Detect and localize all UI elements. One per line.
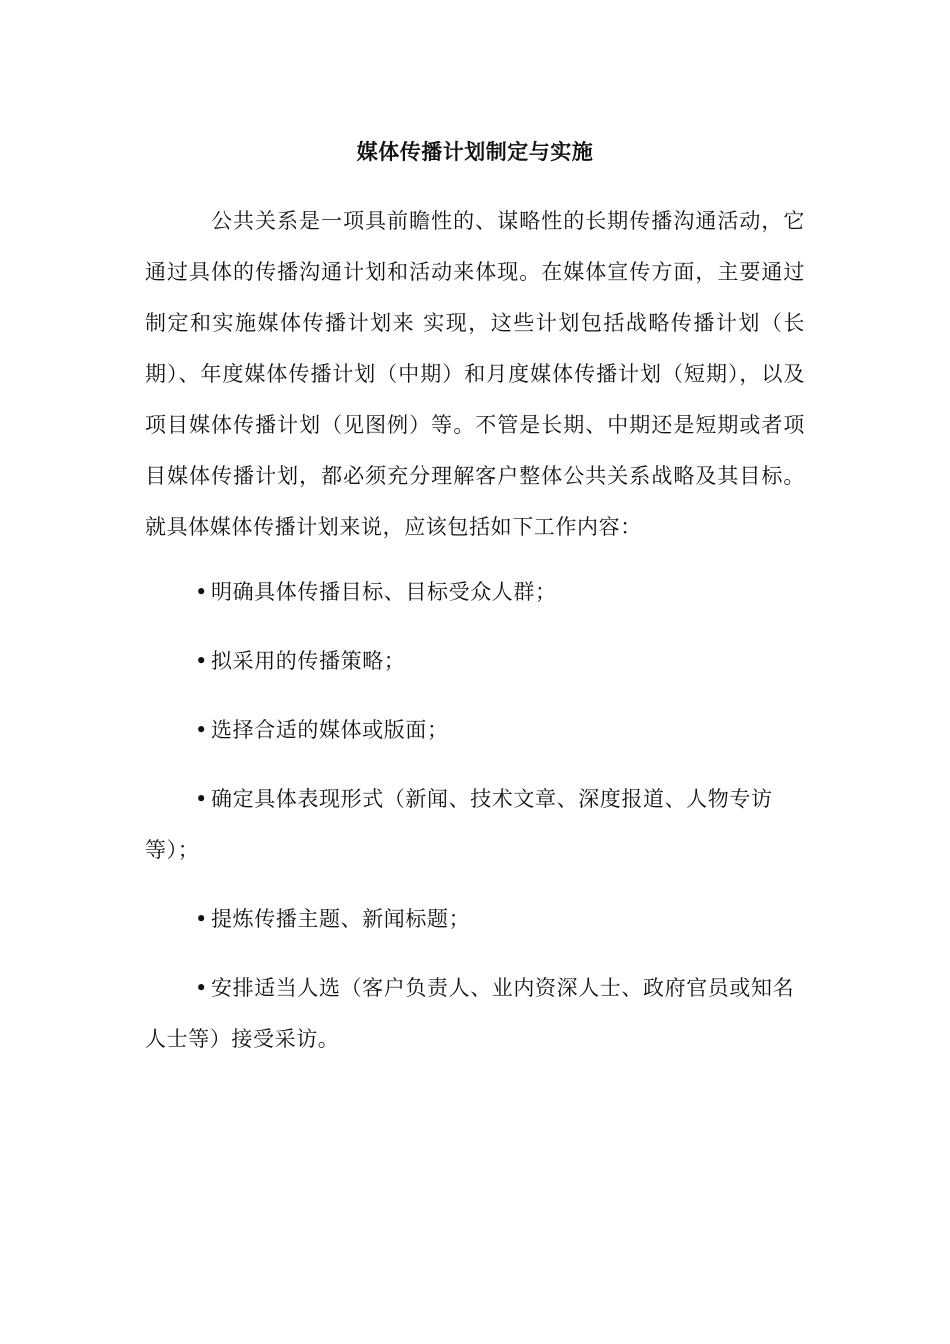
bullet-mark: • [195,649,208,673]
work-content-list [145,567,805,1083]
document-title: 媒体传播计划制定与实施 [356,139,594,164]
list-item-text: 明确具体传播目标、目标受众人群； [211,580,557,604]
list-item-text: 安排适当人选（客户负责人、业内资深人士、政府官员或知名人士等）接受采访。 [145,976,795,1051]
bullet-mark: • [195,907,208,931]
list-item-text: 选择合适的媒体或版面； [211,718,449,742]
list-item [145,894,805,945]
intro-paragraph: 公共关系是一项具前瞻性的、谋略性的长期传播沟通活动，它通过具体的传播沟通计划和活动来体现。在媒体宣传方面，主要通过制定和实施媒体传播计划来 实现，这些计划包括战略传播计划（长期）、年度媒体传播计划（中期）和月度媒体传播计划（短期），以及项目媒体传播计划（见图例）等。不管是长期、中期还是短期或者项目媒体传播计划，都必须充分理解客户整体公共关系战略及其目标。就具体媒体传播计划来说，应该包括如下工作内容： [145,209,805,539]
list-item [145,567,805,618]
bullet-mark: • [195,787,208,811]
list-item [145,705,805,756]
list-item [145,963,805,1065]
list-item-text: 拟采用的传播策略； [211,649,406,673]
bullet-mark: • [195,580,208,604]
list-item [145,636,805,687]
list-item-text: 提炼传播主题、新闻标题； [211,907,471,931]
list-item [145,774,805,876]
bullet-mark: • [195,718,208,742]
list-item-text: 确定具体表现形式（新闻、技术文章、深度报道、人物专访等）； [145,787,773,862]
bullet-mark: • [195,976,208,1000]
